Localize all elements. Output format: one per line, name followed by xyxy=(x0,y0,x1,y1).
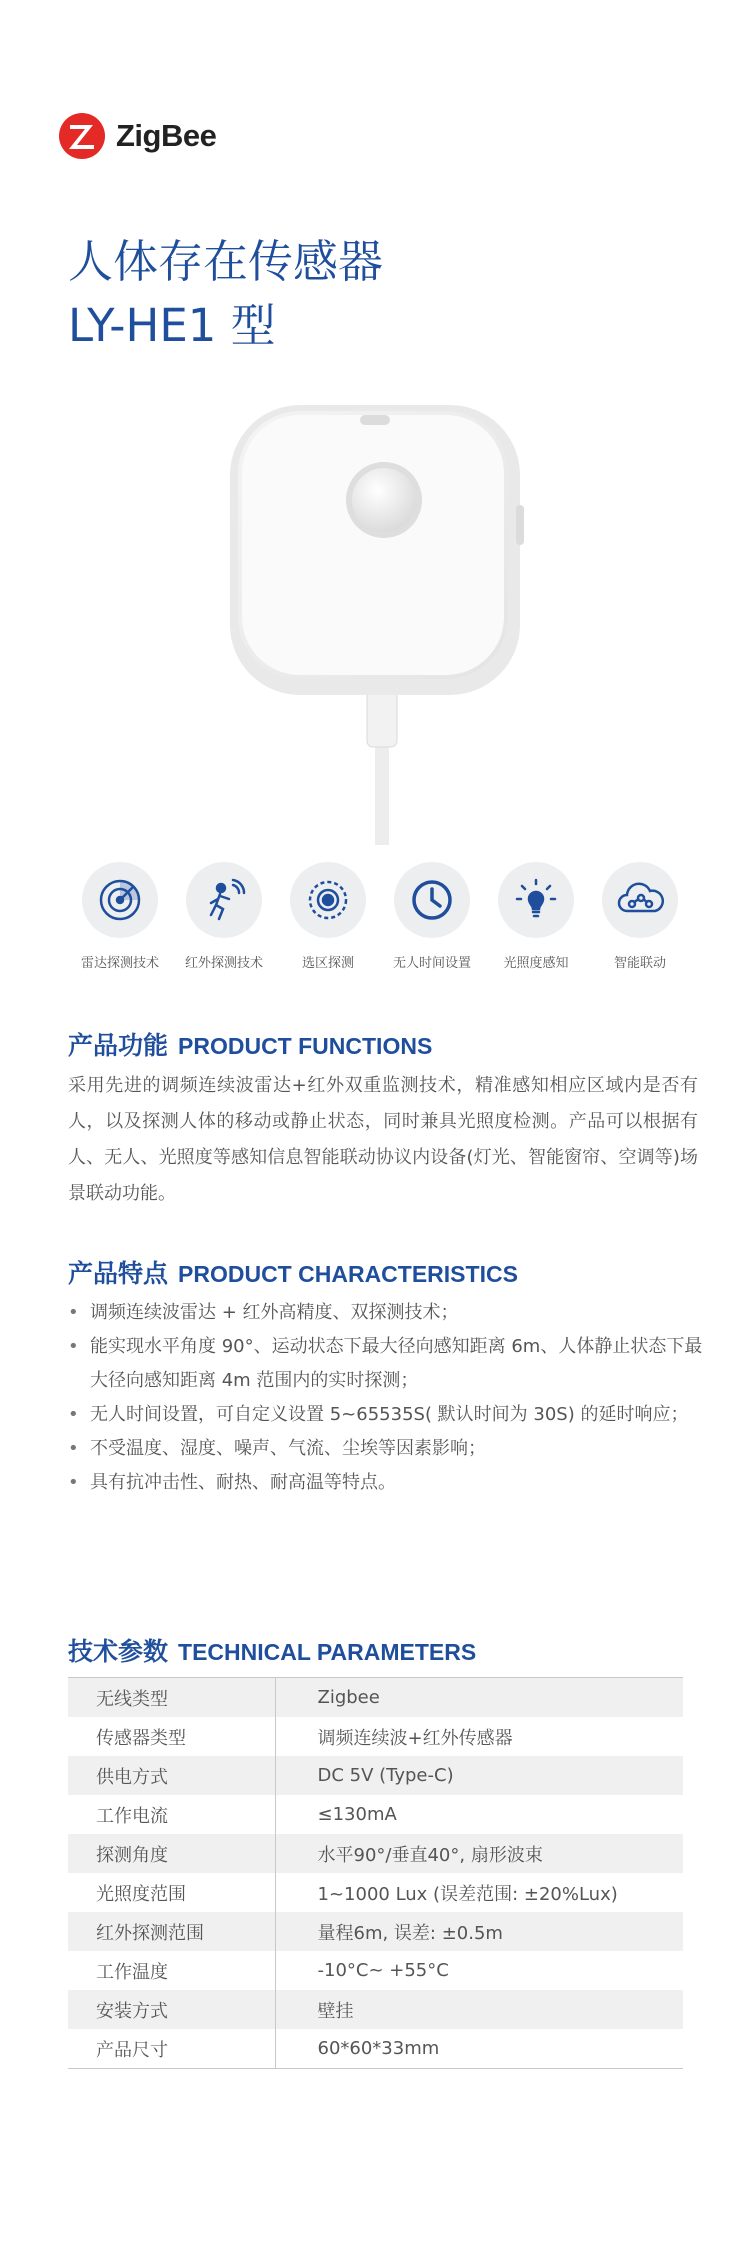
table-row xyxy=(68,1990,683,2029)
parameters-table xyxy=(68,1677,683,2069)
param-key: 光照度范围 xyxy=(68,1873,275,1912)
parameters-title-en: TECHNICAL PARAMETERS xyxy=(178,1639,477,1665)
light-bulb-icon xyxy=(498,862,574,938)
param-key: 安装方式 xyxy=(68,1990,275,2029)
product-image xyxy=(220,395,540,845)
feature-infrared xyxy=(174,862,274,971)
zigbee-logo-icon xyxy=(58,112,106,160)
feature-label: 智能联动 xyxy=(613,956,666,971)
param-key: 供电方式 xyxy=(68,1756,275,1795)
characteristics-title-en: PRODUCT CHARACTERISTICS xyxy=(178,1261,518,1287)
table-row xyxy=(68,1717,683,1756)
table-row xyxy=(68,1834,683,1873)
table-row xyxy=(68,1678,683,1718)
list-item: • 不受温度、湿度、噪声、气流、尘埃等因素影响； xyxy=(68,1432,718,1466)
feature-label: 无人时间设置 xyxy=(392,956,471,971)
characteristics-list xyxy=(68,1296,718,1500)
feature-icons xyxy=(70,862,690,971)
param-value: -10°C~ +55°C xyxy=(317,1960,449,1981)
cloud-link-icon xyxy=(602,862,678,938)
radar-icon xyxy=(82,862,158,938)
page-title xyxy=(68,230,383,358)
functions-text: 采用先进的调频连续波雷达+红外双重监测技术，精准感知相应区域内是否有人，以及探测人体的移动或静止状态，同时兼具光照度检测。产品可以根据有人、无人、光照度等感知信息智能联动协议内设备(灯光、智能窗帘、空调等)场景联动功能。 xyxy=(68,1075,698,1204)
table-row xyxy=(68,1795,683,1834)
feature-label: 选区探测 xyxy=(301,956,354,971)
feature-label: 光照度感知 xyxy=(503,956,569,971)
title-line-2: LY-HE1 型 xyxy=(68,299,276,352)
functions-heading xyxy=(68,1026,432,1062)
zigbee-logo xyxy=(58,112,216,160)
list-item: • 调频连续波雷达 + 红外高精度、双探测技术； xyxy=(68,1296,718,1330)
param-value: Zigbee xyxy=(275,1678,683,1718)
param-value: ≤130mA xyxy=(317,1804,397,1825)
table-row xyxy=(68,2029,683,2069)
brand-name: ZigBee xyxy=(116,118,217,153)
characteristics-title-zh: 产品特点 xyxy=(68,1259,169,1288)
table-row xyxy=(68,1951,683,1990)
list-item: • 能实现水平角度 90°、运动状态下最大径向感知距离 6m、人体静止状态下最大径向感知距离 4m 范围内的实时探测； xyxy=(68,1330,718,1398)
feature-link xyxy=(590,862,690,971)
param-key: 工作温度 xyxy=(68,1951,275,1990)
table-row xyxy=(68,1756,683,1795)
param-key: 探测角度 xyxy=(68,1834,275,1873)
functions-title-zh: 产品功能 xyxy=(68,1031,169,1060)
param-value: 量程6m, 误差: ±0.5m xyxy=(275,1912,683,1951)
param-key: 红外探测范围 xyxy=(68,1912,275,1951)
feature-label: 雷达探测技术 xyxy=(80,956,159,971)
table-row xyxy=(68,1912,683,1951)
param-key: 工作电流 xyxy=(68,1795,275,1834)
param-value: DC 5V (Type-C) xyxy=(275,1756,683,1795)
param-key: 传感器类型 xyxy=(68,1717,275,1756)
param-value: 1~1000 Lux (误差范围: ±20%Lux) xyxy=(317,1883,618,1905)
feature-timer xyxy=(382,862,482,971)
param-value: 60*60*33mm xyxy=(317,2038,440,2059)
functions-title-en: PRODUCT FUNCTIONS xyxy=(178,1033,433,1059)
param-key: 无线类型 xyxy=(68,1678,275,1718)
feature-radar xyxy=(70,862,170,971)
feature-light xyxy=(486,862,586,971)
clock-icon xyxy=(394,862,470,938)
title-line-1: 人体存在传感器 xyxy=(68,235,384,288)
feature-zone xyxy=(278,862,378,971)
parameters-heading xyxy=(68,1632,476,1668)
param-value: 水平90°/垂直40°, 扇形波束 xyxy=(275,1834,683,1873)
characteristics-heading xyxy=(68,1254,518,1290)
parameters-title-zh: 技术参数 xyxy=(68,1637,169,1666)
zone-target-icon xyxy=(290,862,366,938)
list-item: • 无人时间设置，可自定义设置 5~65535S( 默认时间为 30S) 的延时响应； xyxy=(68,1398,718,1432)
infrared-person-icon xyxy=(186,862,262,938)
table-row xyxy=(68,1873,683,1912)
param-value: 调频连续波+红外传感器 xyxy=(317,1727,513,1749)
list-item: • 具有抗冲击性、耐热、耐高温等特点。 xyxy=(68,1466,718,1500)
param-value: 壁挂 xyxy=(275,1990,683,2029)
feature-label: 红外探测技术 xyxy=(184,956,263,971)
param-key: 产品尺寸 xyxy=(68,2029,275,2069)
